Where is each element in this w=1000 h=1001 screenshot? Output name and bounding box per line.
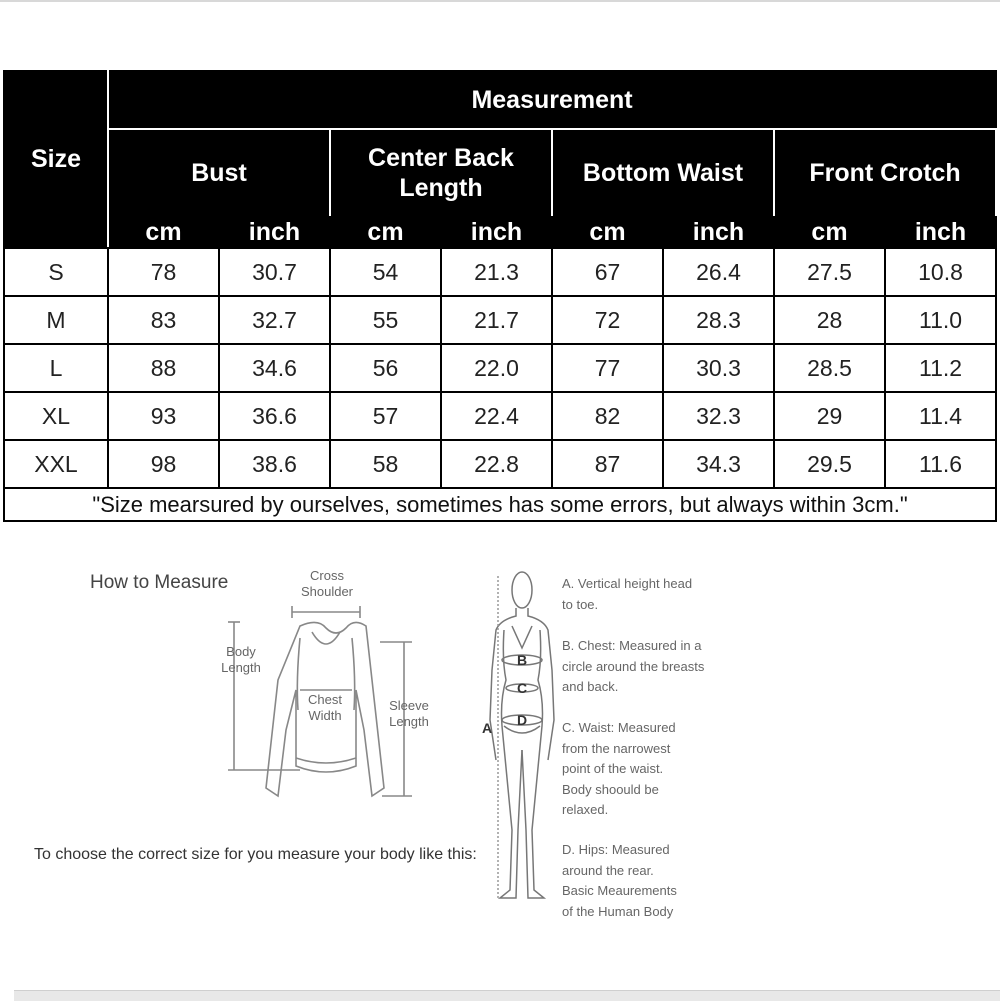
size-cell: M [4, 296, 108, 344]
unit-header: cm [330, 217, 441, 248]
value-cell: 22.8 [441, 440, 552, 488]
how-to-measure-title: How to Measure [90, 572, 229, 593]
body-letter-d: D [517, 712, 528, 728]
group-header-bottom-waist: Bottom Waist [552, 129, 774, 217]
size-cell: XXL [4, 440, 108, 488]
table-row [4, 440, 996, 488]
value-cell: 29.5 [774, 440, 885, 488]
value-cell: 88 [108, 344, 219, 392]
measurement-header: Measurement [108, 71, 996, 129]
size-cell: XL [4, 392, 108, 440]
value-cell: 26.4 [663, 248, 774, 296]
sleeve-length-label: Sleeve Length [389, 698, 429, 729]
value-cell: 28.5 [774, 344, 885, 392]
cross-shoulder-label: Cross Shoulder [300, 568, 354, 599]
value-cell: 29 [774, 392, 885, 440]
table-row [4, 296, 996, 344]
value-cell: 82 [552, 392, 663, 440]
value-cell: 34.3 [663, 440, 774, 488]
unit-header: cm [552, 217, 663, 248]
value-cell: 11.6 [885, 440, 996, 488]
value-cell: 22.0 [441, 344, 552, 392]
value-cell: 34.6 [219, 344, 330, 392]
unit-header: inch [219, 217, 330, 248]
measurement-legend [562, 574, 722, 922]
value-cell: 67 [552, 248, 663, 296]
value-cell: 57 [330, 392, 441, 440]
body-length-label: Body Length [221, 644, 261, 675]
legend-b: B. Chest: Measured in a circle around the breasts and back. [562, 638, 705, 694]
group-header-center-back-length: Center Back Length [330, 129, 552, 217]
value-cell: 11.0 [885, 296, 996, 344]
value-cell: 38.6 [219, 440, 330, 488]
table-row [4, 248, 996, 296]
value-cell: 55 [330, 296, 441, 344]
group-header-bust: Bust [108, 129, 330, 217]
legend-a: A. Vertical height head to toe. [562, 576, 693, 612]
value-cell: 56 [330, 344, 441, 392]
value-cell: 36.6 [219, 392, 330, 440]
value-cell: 30.7 [219, 248, 330, 296]
choose-size-text: To choose the correct size for you measure your body like this: [34, 846, 477, 863]
unit-header: cm [108, 217, 219, 248]
value-cell: 10.8 [885, 248, 996, 296]
value-cell: 58 [330, 440, 441, 488]
size-header: Size [4, 71, 108, 248]
value-cell: 28.3 [663, 296, 774, 344]
body-letter-a: A [482, 720, 493, 736]
value-cell: 21.7 [441, 296, 552, 344]
value-cell: 93 [108, 392, 219, 440]
human-body-illustration [0, 530, 1000, 930]
value-cell: 22.4 [441, 392, 552, 440]
value-cell: 27.5 [774, 248, 885, 296]
value-cell: 30.3 [663, 344, 774, 392]
size-cell: S [4, 248, 108, 296]
value-cell: 11.4 [885, 392, 996, 440]
value-cell: 98 [108, 440, 219, 488]
table-row [4, 392, 996, 440]
unit-header: cm [774, 217, 885, 248]
size-chart-table [3, 70, 997, 522]
unit-header: inch [663, 217, 774, 248]
body-letter-b: B [517, 652, 528, 668]
top-border [0, 0, 1000, 2]
chest-width-label: Chest Width [308, 692, 342, 723]
unit-header: inch [441, 217, 552, 248]
how-to-measure-diagram [0, 530, 1000, 970]
bottom-scrollbar[interactable] [14, 990, 1000, 1001]
table-row [4, 344, 996, 392]
value-cell: 87 [552, 440, 663, 488]
value-cell: 77 [552, 344, 663, 392]
value-cell: 72 [552, 296, 663, 344]
value-cell: 21.3 [441, 248, 552, 296]
value-cell: 32.3 [663, 392, 774, 440]
value-cell: 32.7 [219, 296, 330, 344]
value-cell: 83 [108, 296, 219, 344]
unit-header: inch [885, 217, 996, 248]
value-cell: 28 [774, 296, 885, 344]
legend-d: D. Hips: Measured around the rear. Basic Meaurements of the Human Body [562, 842, 677, 919]
value-cell: 78 [108, 248, 219, 296]
legend-c: C. Waist: Measured from the narrowest point of the waist. Body shoould be relaxed. [562, 720, 676, 817]
group-header-front-crotch: Front Crotch [774, 129, 996, 217]
value-cell: 54 [330, 248, 441, 296]
value-cell: 11.2 [885, 344, 996, 392]
size-cell: L [4, 344, 108, 392]
body-letter-c: C [517, 680, 528, 696]
measurement-note: "Size mearsured by ourselves, sometimes has some errors, but always within 3cm." [4, 488, 996, 521]
